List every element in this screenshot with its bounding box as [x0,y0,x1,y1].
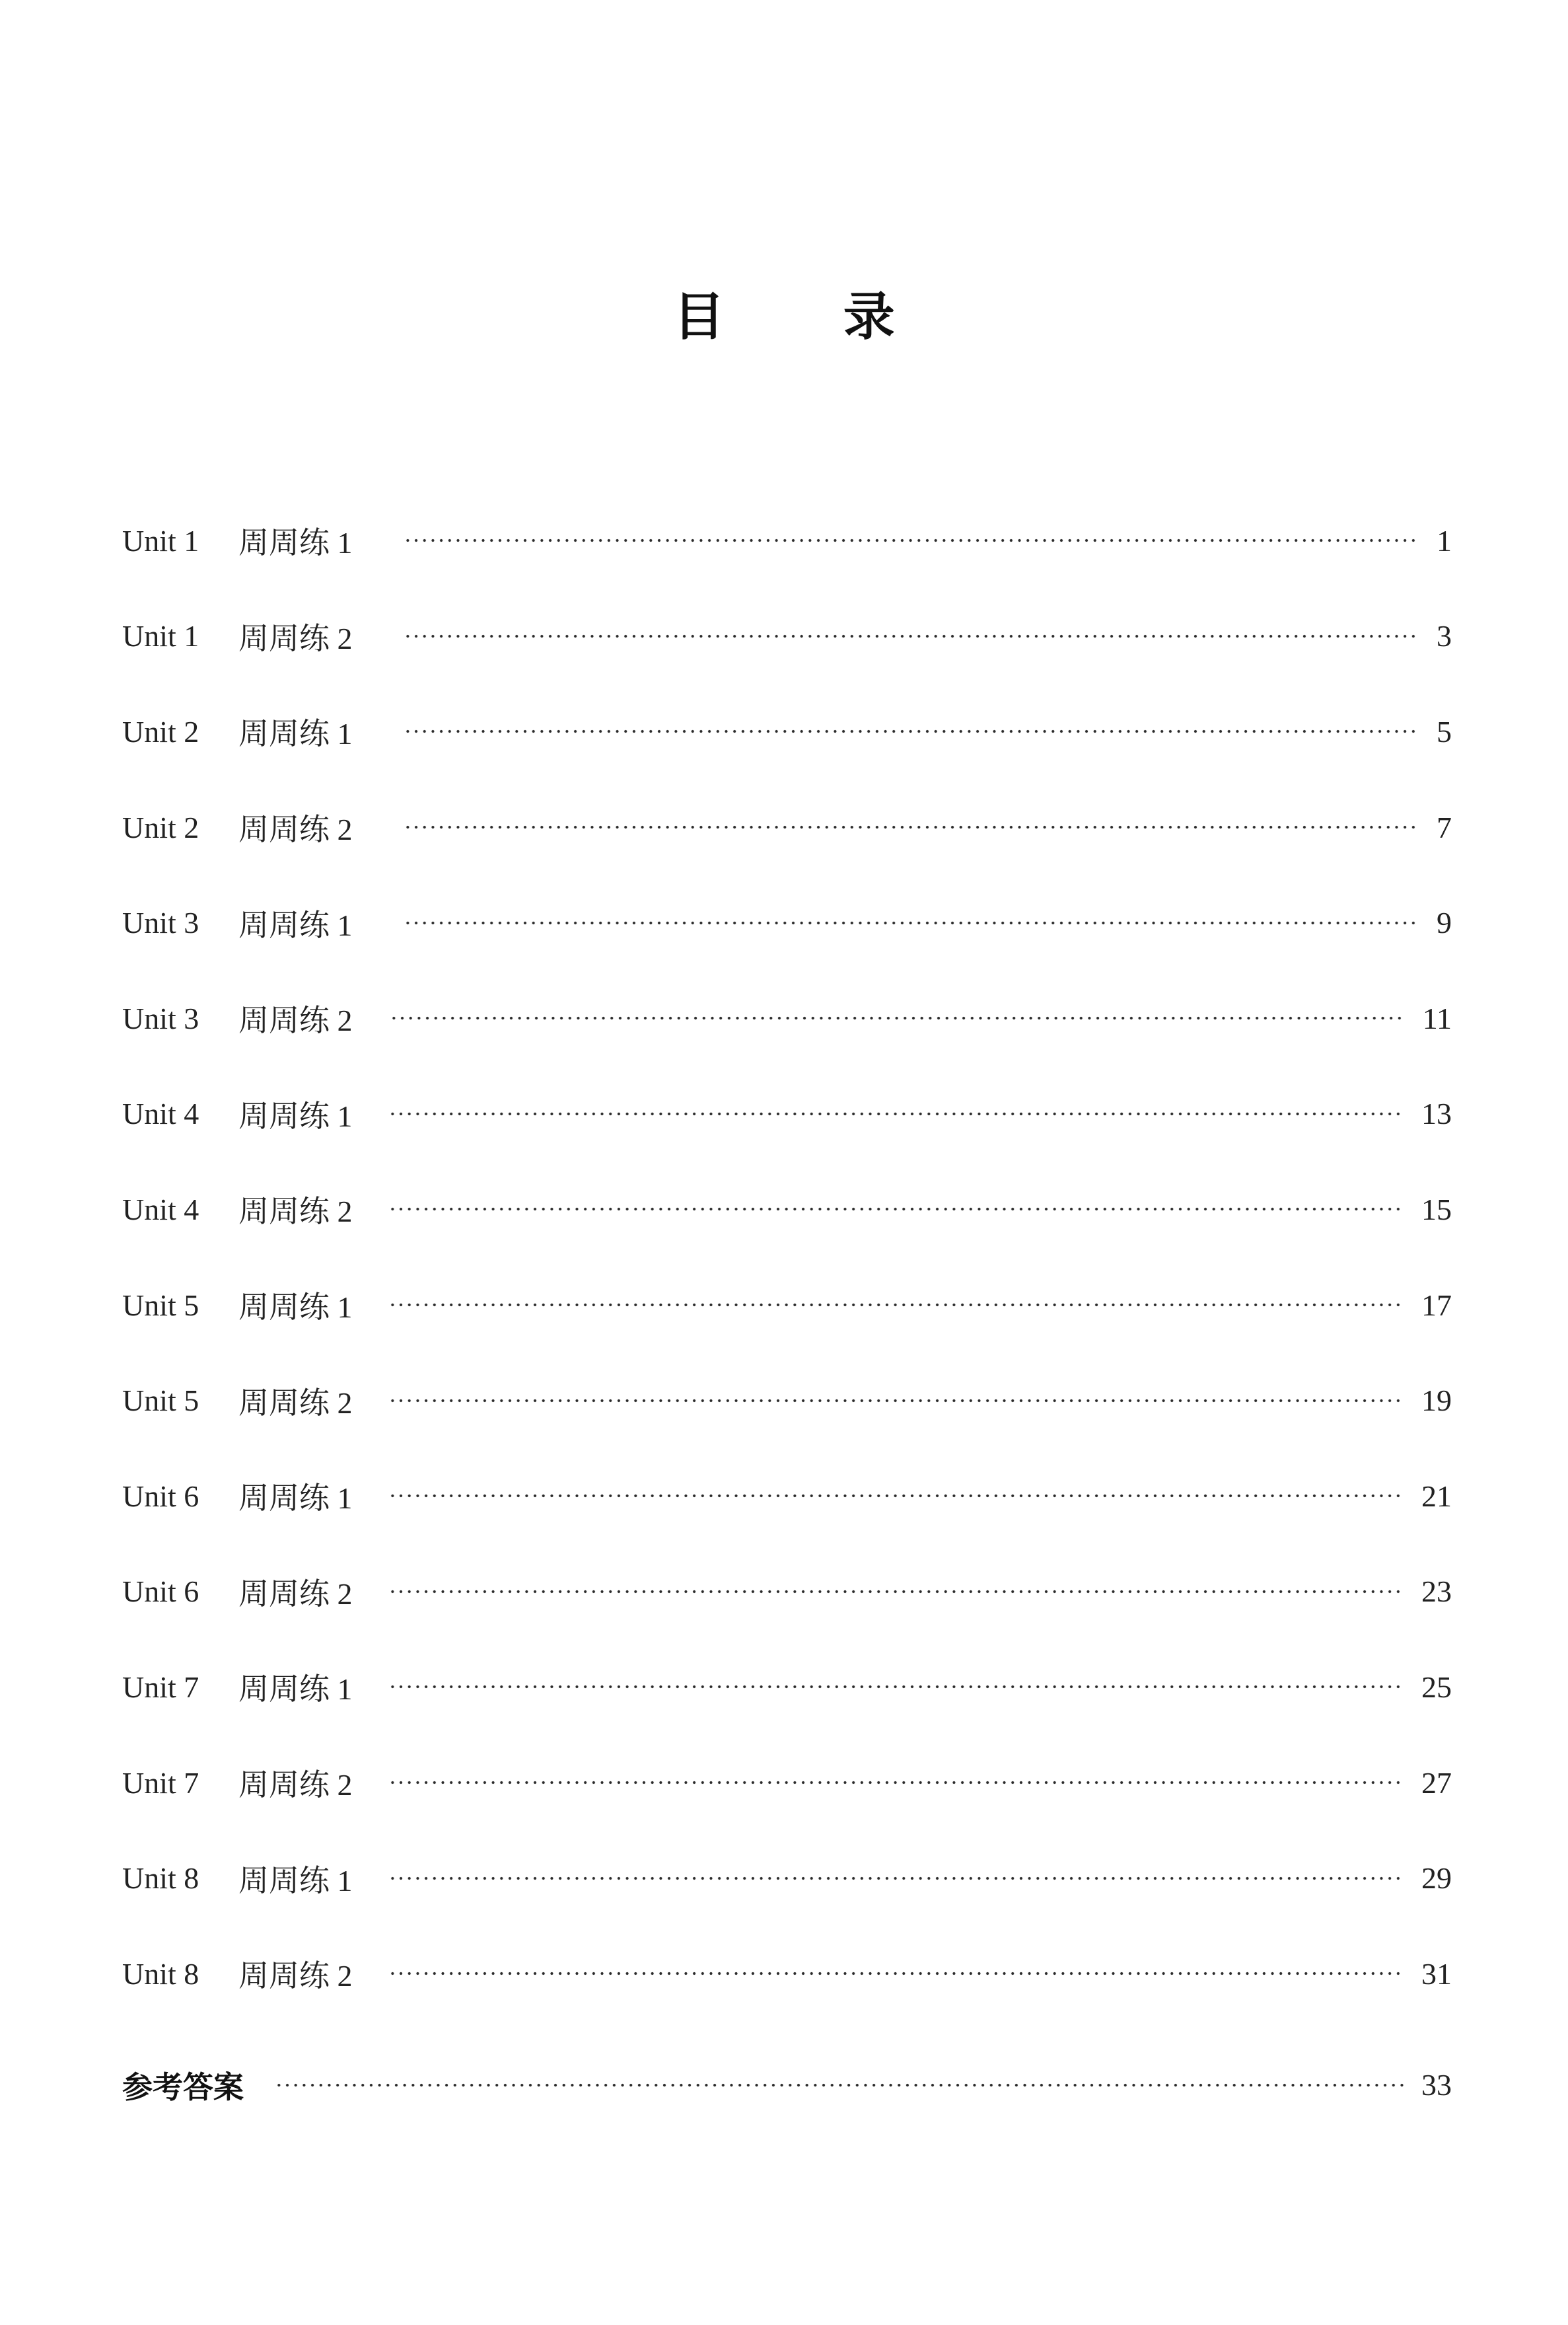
toc-entry-title: 周周练 2 [238,621,353,655]
toc-list [122,493,1452,2133]
dot-leader [390,1015,1405,1021]
toc-entry [122,684,1452,780]
dot-leader [404,824,1419,830]
toc-entry-unit: Unit 7 [122,1765,199,1800]
toc-entry-answers [122,2038,1452,2133]
toc-entry-page-number: 3 [1437,619,1452,653]
toc-entry-title: 周周练 2 [238,1768,353,1802]
toc-entry-page-number: 27 [1421,1765,1452,1800]
toc-entry-title: 周周练 2 [238,1959,353,1993]
page-title: 目 录 [673,288,895,346]
toc-entry-page-number: 13 [1421,1097,1452,1131]
toc-entry-unit: Unit 4 [122,1192,199,1226]
dot-leader [404,633,1419,640]
toc-entry-page-number: 7 [1437,810,1452,844]
dot-leader [388,1970,1404,1977]
toc-entry-page-number: 5 [1437,714,1452,749]
toc-entry [122,1448,1452,1544]
toc-entry [122,1257,1452,1353]
toc-entry-title: 周周练 1 [238,1481,353,1516]
toc-entry [122,971,1452,1066]
dot-leader [388,1397,1404,1404]
toc-entry-title: 周周练 2 [238,813,353,847]
dot-leader [388,1493,1404,1499]
toc-entry-unit: Unit 5 [122,1384,199,1418]
dot-leader [388,1588,1404,1595]
dot-leader [404,537,1419,544]
toc-entry-page-number: 25 [1421,1670,1452,1704]
toc-entry-page-number: 23 [1421,1574,1452,1609]
toc-entry-page-number: 11 [1422,1001,1452,1035]
toc-entry-title: 周周练 1 [238,717,353,751]
toc-entry-unit: Unit 2 [122,714,199,749]
toc-entry-page-number: 29 [1421,1861,1452,1896]
dot-leader [404,728,1419,735]
toc-entry-title: 周周练 1 [238,526,353,560]
dot-leader [388,1302,1404,1308]
dot-leader [388,1779,1404,1786]
toc-entry [122,1066,1452,1162]
toc-entry-page-number: 17 [1421,1288,1452,1322]
toc-entry-title: 周周练 2 [238,1195,353,1229]
toc-entry-title: 周周练 2 [238,1385,353,1420]
toc-entry [122,1926,1452,2022]
toc-entry-title: 周周练 1 [238,1672,353,1707]
toc-entry-unit: Unit 5 [122,1288,199,1322]
toc-entry [122,780,1452,875]
toc-entry-unit: Unit 2 [122,810,199,844]
toc-entry-title: 周周练 1 [238,1863,353,1898]
toc-entry-page-number: 21 [1421,1479,1452,1513]
dot-leader [388,1111,1404,1117]
toc-entry [122,1352,1452,1448]
toc-entry-unit: Unit 1 [122,523,199,558]
toc-entry-title: 参考答案 [122,2070,244,2104]
toc-entry [122,493,1452,589]
toc-entry-unit: Unit 1 [122,619,199,653]
toc-entry-title: 周周练 1 [238,1099,353,1133]
toc-entry-unit: Unit 3 [122,1001,199,1035]
toc-entry-page-number: 1 [1437,523,1452,558]
toc-entry [122,1639,1452,1735]
toc-entry-page-number: 33 [1421,2068,1452,2102]
dot-leader [275,2082,1404,2088]
dot-leader [404,920,1419,926]
toc-entry-unit: Unit 3 [122,906,199,940]
toc-entry [122,589,1452,684]
toc-entry-unit: Unit 8 [122,1956,199,1991]
toc-entry-unit: Unit 6 [122,1574,199,1609]
toc-entry-unit: Unit 8 [122,1861,199,1896]
toc-entry [122,1830,1452,1926]
dot-leader [388,1683,1404,1690]
toc-entry-title: 周周练 2 [238,1576,353,1611]
toc-entry [122,1735,1452,1831]
dot-leader [388,1206,1404,1212]
toc-entry-unit: Unit 6 [122,1479,199,1513]
dot-leader [388,1875,1404,1882]
toc-entry-page-number: 31 [1421,1956,1452,1991]
toc-entry-page-number: 19 [1421,1384,1452,1418]
toc-entry-title: 周周练 1 [238,908,353,942]
toc-entry-page-number: 9 [1437,906,1452,940]
toc-entry-unit: Unit 7 [122,1670,199,1704]
toc-entry-title: 周周练 1 [238,1290,353,1325]
toc-entry [122,1544,1452,1640]
toc-entry [122,875,1452,971]
toc-entry [122,1162,1452,1257]
toc-entry-unit: Unit 4 [122,1097,199,1131]
toc-entry-page-number: 15 [1421,1192,1452,1226]
toc-entry-title: 周周练 2 [238,1004,353,1038]
